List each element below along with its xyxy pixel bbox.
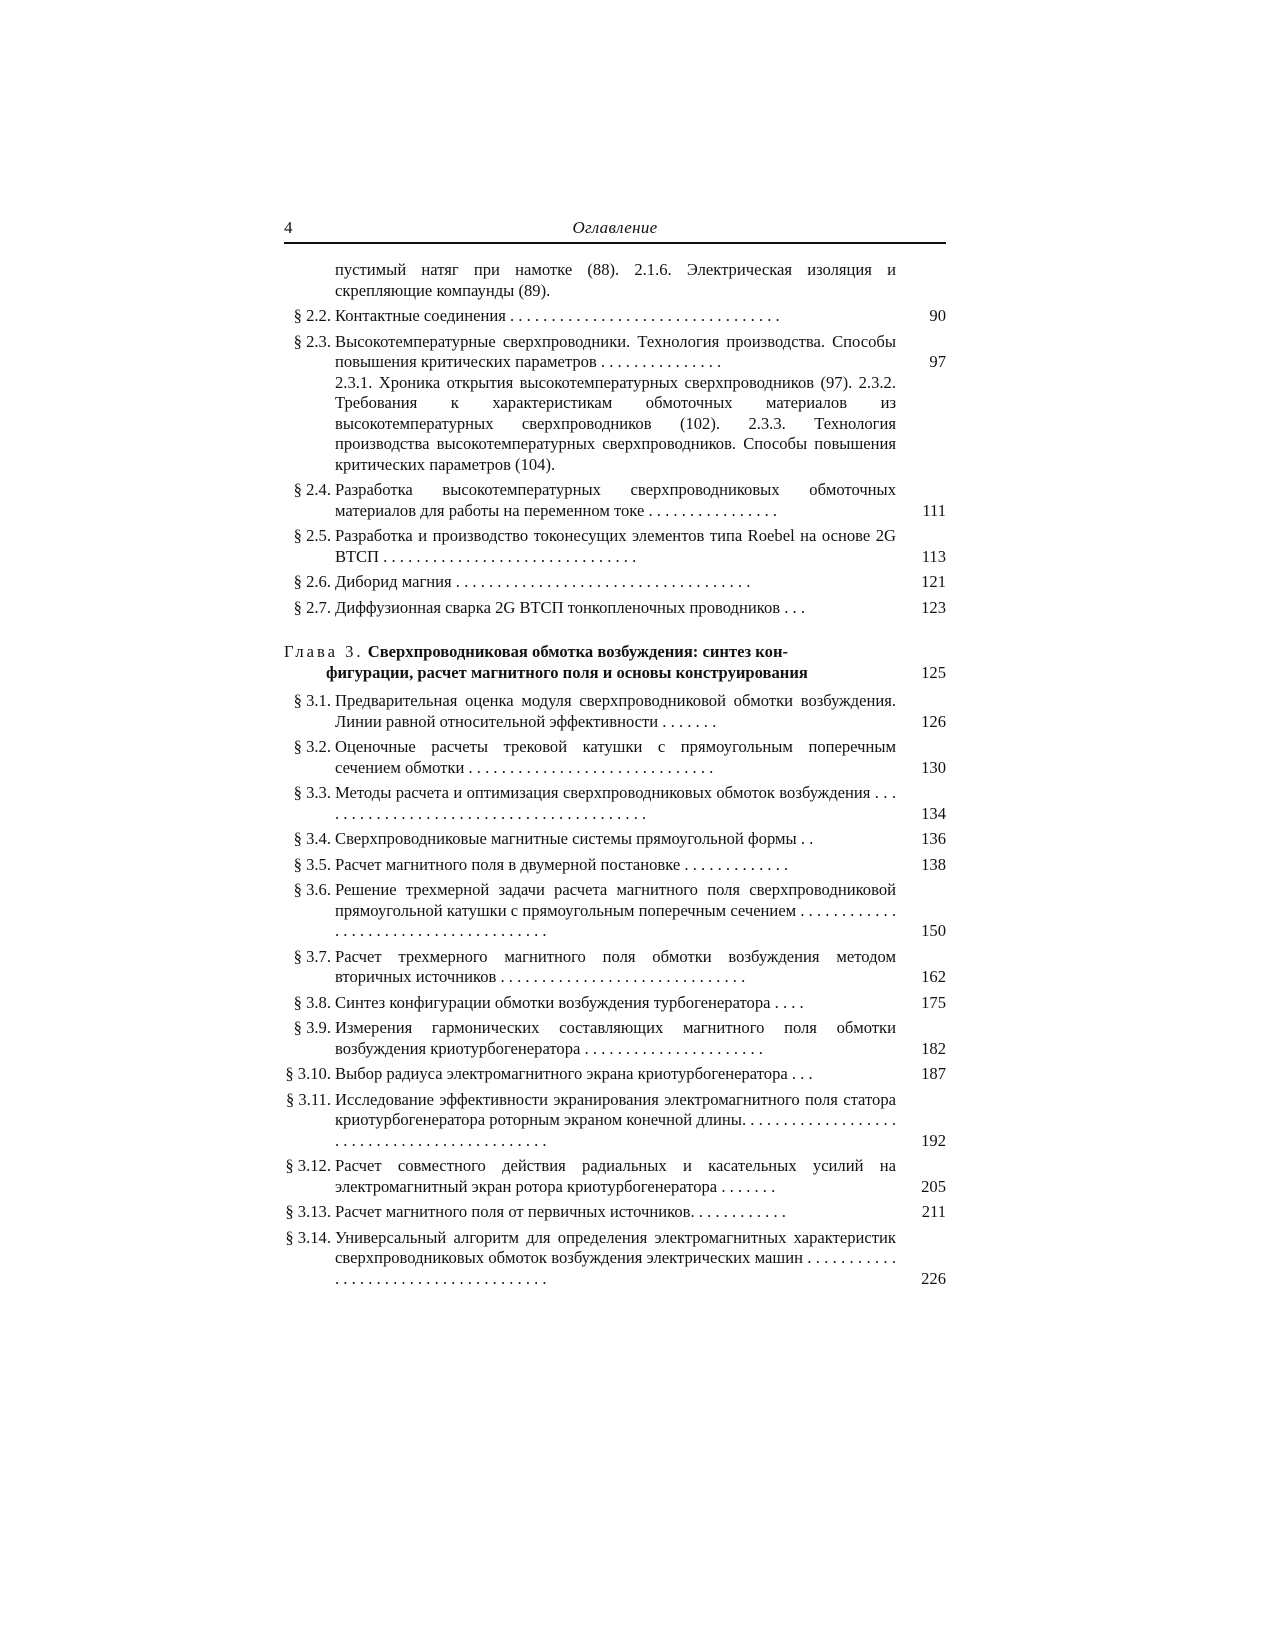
chapter-2-sections <box>284 306 946 618</box>
toc-entry[interactable] <box>284 880 946 942</box>
section-number: § 3.2. <box>293 737 331 756</box>
page-ref: 187 <box>921 1064 946 1083</box>
chapter-3-heading[interactable] <box>284 642 946 683</box>
section-title: Разработка и производство токонесущих элементов типа Roebel на основе 2G ВТСП . . . . . . . . . . . . . . . . . . . . . . . . . . . . . . . <box>335 526 896 566</box>
toc-entry[interactable] <box>284 1228 946 1290</box>
subsection-list: 2.3.1. Хроника открытия высокотемпературных сверхпроводников (97). 2.3.2. Требования к характеристикам обмоточных материалов из высокотемпературных сверхпроводников (102). 2.3.3. Технология производства высокотемпературных сверхпроводников. Способы повышения критических параметров (104). <box>335 372 896 474</box>
page-ref: 134 <box>921 803 946 823</box>
section-title: Оценочные расчеты трековой катушки с прямоугольным поперечным сечением обмотки . . . . . . . . . . . . . . . . . . . . . . . . . . . . . . <box>335 737 896 777</box>
section-title: Расчет магнитного поля в двумерной постановке . . . . . . . . . . . . . <box>335 854 789 874</box>
section-title: Универсальный алгоритм для определения электромагнитных характеристик сверхпроводниковых обмоток возбуждения электрических машин . . . . . . . . . . . . . . . . . . . . . . . . . . . . . . . . . . . . . <box>335 1227 896 1288</box>
toc-entry[interactable] <box>284 1064 946 1085</box>
section-title: Разработка высокотемпературных сверхпроводниковых обмоточных материалов для работы на переменном токе . . . . . . . . . . . . . . . . <box>335 480 896 520</box>
page-ref: 182 <box>921 1038 946 1058</box>
toc-entry[interactable] <box>284 332 946 476</box>
page-ref: 111 <box>922 500 946 520</box>
section-number: § 3.7. <box>293 946 331 966</box>
page-ref: 121 <box>921 572 946 591</box>
toc-entry[interactable] <box>284 572 946 593</box>
section-number: § 3.5. <box>293 854 331 874</box>
section-title: Синтез конфигурации обмотки возбуждения турбогенератора . . . . <box>335 992 804 1012</box>
toc-entry[interactable] <box>284 855 946 876</box>
toc-entry[interactable] <box>284 1018 946 1059</box>
page-ref: 126 <box>921 711 946 731</box>
toc-entry[interactable] <box>284 829 946 850</box>
section-number: § 3.3. <box>293 783 331 802</box>
section-title: Решение трехмерной задачи расчета магнитного поля сверхпроводниковой прямоугольной катушки с прямоугольным поперечным сечением . . . . . . . . . . . . . . . . . . . . . . . . . . . . . . . . . . . . . . <box>335 880 896 940</box>
toc-entry[interactable] <box>284 1156 946 1197</box>
toc-entry[interactable] <box>284 737 946 778</box>
page-ref: 130 <box>921 757 946 777</box>
chapter-3-sections <box>284 691 946 1289</box>
section-number: § 3.11. <box>285 1089 331 1109</box>
toc-entry[interactable] <box>284 1090 946 1152</box>
section-title: Контактные соединения . . . . . . . . . . . . . . . . . . . . . . . . . . . . . . . . . <box>335 306 780 325</box>
chapter-title-line2: фигурации, расчет магнитного поля и основы конструирования <box>326 662 808 682</box>
toc-continuation: пустимый натяг при намотке (88). 2.1.6. Электрическая изоляция и скрепляющие компаунды (89). <box>335 260 896 300</box>
section-number: § 2.4. <box>293 480 331 499</box>
page-ref: 226 <box>921 1268 946 1288</box>
section-number: § 3.4. <box>293 829 331 848</box>
page-ref: 90 <box>929 306 946 325</box>
table-of-contents <box>284 260 946 1294</box>
section-title: Выбор радиуса электромагнитного экрана криотурбогенератора . . . <box>335 1064 813 1083</box>
page-ref: 150 <box>921 921 946 940</box>
section-title: Предварительная оценка модуля сверхпроводниковой обмотки возбуждения. Линии равной относительной эффективности . . . . . . . <box>335 691 896 731</box>
section-number: § 3.9. <box>293 1018 331 1037</box>
page-ref: 211 <box>921 1202 946 1221</box>
section-title: Расчет совместного действия радиальных и касательных усилий на электромагнитный экран ротора криотурбогенератора . . . . . . . <box>335 1156 896 1196</box>
section-title: Расчет трехмерного магнитного поля обмотки возбуждения методом вторичных источников . . . . . . . . . . . . . . . . . . . . . . . . . . . . . . <box>335 946 896 986</box>
section-title: Сверхпроводниковые магнитные системы прямоугольной формы . . <box>335 829 814 848</box>
section-number: § 2.3. <box>293 331 331 351</box>
toc-entry[interactable] <box>284 526 946 567</box>
page-ref: 136 <box>921 829 946 848</box>
section-number: § 3.8. <box>293 992 331 1012</box>
section-number: § 3.14. <box>285 1227 331 1247</box>
section-number: § 2.7. <box>293 597 331 617</box>
page-ref: 192 <box>921 1130 946 1150</box>
section-title: Высокотемпературные сверхпроводники. Технология производства. Способы повышения критических параметров . . . . . . . . . . . . . . . <box>335 331 896 371</box>
section-number: § 2.5. <box>293 526 331 545</box>
section-number: § 3.13. <box>285 1202 331 1221</box>
page-ref: 97 <box>929 351 946 371</box>
page-ref: 205 <box>921 1176 946 1196</box>
section-number: § 3.1. <box>293 691 331 710</box>
section-number: § 3.10. <box>285 1064 331 1083</box>
section-number: § 3.6. <box>293 880 331 899</box>
toc-entry[interactable] <box>284 691 946 732</box>
toc-entry[interactable] <box>284 598 946 619</box>
section-title: Расчет магнитного поля от первичных источников. . . . . . . . . . . . <box>335 1202 786 1221</box>
page-ref: 162 <box>921 967 946 986</box>
page-ref: 123 <box>921 597 946 617</box>
page-ref: 175 <box>921 992 946 1012</box>
chapter-label: Глава 3. <box>284 642 364 661</box>
section-title: Исследование эффективности экранирования электромагнитного поля статора криотурбогенератора роторным экраном конечной длины. . . . . . . . . . . . . . . . . . . . . . . . . . . . . . . . . . . . . . . . . . . . . <box>335 1089 896 1150</box>
toc-entry[interactable] <box>284 947 946 988</box>
page-ref: 113 <box>921 546 946 566</box>
toc-entry[interactable] <box>284 306 946 327</box>
toc-entry[interactable] <box>284 480 946 521</box>
chapter-page: 125 <box>921 662 946 682</box>
section-number: § 3.12. <box>285 1156 331 1175</box>
chapter-title-line1: Сверхпроводниковая обмотка возбуждения: синтез кон- <box>367 642 789 661</box>
toc-entry[interactable] <box>284 783 946 824</box>
toc-entry[interactable] <box>284 1202 946 1223</box>
running-title: Оглавление <box>572 218 658 237</box>
running-header <box>284 216 946 244</box>
section-title: Измерения гармонических составляющих магнитного поля обмотки возбуждения криотурбогенератора . . . . . . . . . . . . . . . . . . . . . . <box>335 1018 896 1058</box>
section-number: § 2.6. <box>293 572 331 591</box>
section-title: Методы расчета и оптимизация сверхпроводниковых обмоток возбуждения . . . . . . . . . . . . . . . . . . . . . . . . . . . . . . . . . . . . . . . . . <box>335 783 896 823</box>
page-ref: 138 <box>921 854 946 874</box>
section-title: Диборид магния . . . . . . . . . . . . . . . . . . . . . . . . . . . . . . . . . . . . <box>335 572 751 591</box>
toc-entry[interactable] <box>284 993 946 1014</box>
section-title: Диффузионная сварка 2G ВТСП тонкопленочных проводников . . . <box>335 597 805 617</box>
page-number: 4 <box>284 218 293 237</box>
section-number: § 2.2. <box>293 306 331 325</box>
